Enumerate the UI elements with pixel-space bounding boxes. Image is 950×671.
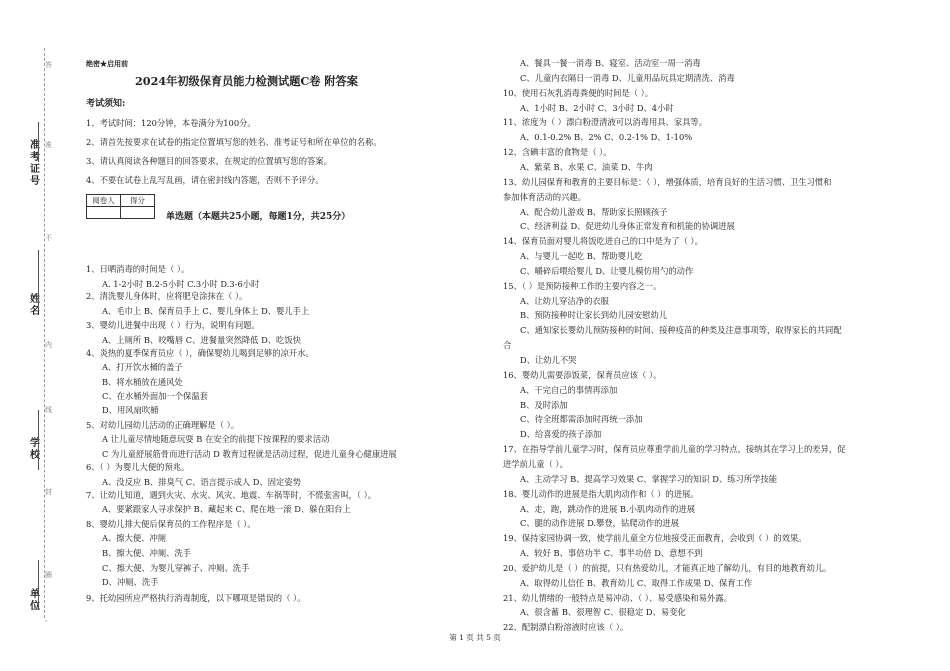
question-text: 5、对幼儿园幼儿活动的正确理解是（ ）。 (86, 420, 240, 430)
margin-mark: 不 (45, 234, 52, 242)
page-footer: 第 1 页 共 5 页 (449, 633, 501, 642)
margin-mark: 准 (45, 141, 52, 149)
margin-mark: 圈 (45, 571, 52, 579)
answer-option: B、擦大便、冲厕、洗手 (102, 548, 192, 558)
answer-option: C、待全班都需添加时再统一添加 (520, 414, 643, 424)
exam-id-line (38, 122, 39, 162)
question-continuation: 参加体育活动的兴趣。 (503, 192, 586, 202)
answer-option: A. 1-2小时 B.2-5小时 C.3小时 D.3-6小时 (102, 279, 260, 289)
question-text: 18、婴儿动作的进展是指大肌肉动作和（ ）的进展。 (503, 489, 699, 499)
question-continuation: 进学前儿童（ ）。 (503, 459, 568, 469)
answer-option: A、打开饮水桶的盖子 (102, 362, 183, 372)
answer-option: D、让幼儿不哭 (520, 355, 577, 365)
question-text: 15、（ ）是预防接种工作的主要内容之一。 (503, 281, 662, 291)
margin-mark: 。 (45, 615, 52, 623)
question-text: 14、保育员面对婴儿将饭吃进自己的口中是为了（ ）。 (503, 236, 703, 246)
answer-option: D、冲厕、洗手 (102, 577, 159, 587)
margin-label-exam-id: 准考证号 (30, 140, 40, 187)
section-title: 单选题（本题共25小题，每题1分，共25分） (166, 212, 351, 222)
school-line (38, 410, 39, 470)
question-text: 8、婴幼儿排大便后保育员的工作程序是（ ）。 (86, 519, 256, 529)
answer-option: A 让儿童尽情地随意玩耍 B 在安全的前提下按课程的要求活动 (102, 434, 330, 444)
answer-option: B、预防接种时让家长到幼儿园安慰幼儿 (520, 310, 668, 320)
answer-option: C、儿童内衣隔日一消毒 D、儿童用品玩具定期清洗、消毒 (520, 73, 735, 83)
question-text: 4、炎热的夏季保育员应（ ），确保婴幼儿喝到足够的凉开水。 (86, 348, 314, 358)
binding-margin (0, 0, 75, 671)
answer-option: A、没反应 B、排臭气 C、语言提示成人 D、固定姿势 (102, 477, 301, 487)
question-text: 10、使用石灰乳消毒粪便的时间是（ ）。 (503, 88, 654, 98)
margin-label-school: 学校 (30, 438, 40, 461)
answer-option: C、嚼碎后喂给婴儿 D、让婴儿模仿用勺的动作 (520, 266, 694, 276)
answer-option: C、擦大便、为婴儿穿裤子、冲厕、洗手 (102, 563, 250, 573)
notice-item: 2、请首先按要求在试卷的指定位置填写您的姓名、准考证号和所在单位的名称。 (86, 137, 382, 147)
question-text: 6、（ ）为婴儿大便的预兆。 (86, 462, 190, 472)
notice-heading: 考试须知: (86, 99, 126, 109)
notice-item: 4、不要在试卷上乱写乱画，请在密封线内答题，否则不予评分。 (86, 175, 324, 185)
margin-label-name: 姓名 (30, 294, 40, 317)
answer-option: A、让幼儿穿洁净的衣服 (520, 296, 609, 306)
answer-option: A、配合幼儿游戏 B、帮助家长照顾孩子 (520, 207, 668, 217)
score-table-score: 得分 (121, 195, 155, 207)
answer-option: A、与婴儿一起吃 B、帮助婴儿吃 (520, 251, 643, 261)
answer-option: B、将水桶放在通风处 (102, 377, 183, 387)
answer-option: A、走，跑，跳动作的进展 B.小肌肉动作的进展 (520, 504, 696, 514)
question-text: 7、让幼儿知道，遇到火灾、水灾、风灾、地震、车祸等时，不慌张害叫，（ ）。 (86, 490, 377, 500)
notice-item: 1、考试时间：120分钟，本卷满分为100分。 (86, 118, 256, 128)
question-text: 9、托幼园所应严格执行消毒制度，以下哪项是错误的（ ）。 (86, 593, 306, 603)
score-cell[interactable] (121, 207, 155, 219)
question-text: 1、日晒消毒的时间是（ ）。 (86, 264, 190, 274)
answer-option: A、较好 B、事倍功半 C、事半功倍 D、意想不到 (520, 548, 703, 558)
answer-option: A、1小时 B、2小时 C、3小时 D、4小时 (520, 103, 674, 113)
score-table-grader: 阅卷人 (87, 195, 121, 207)
answer-option: B、及时添加 (520, 400, 568, 410)
page-title: 2024年初级保育员能力检测试题C卷 附答案 (135, 74, 358, 88)
answer-option: A、餐具一餐一消毒 B、寝室、活动室一周一消毒 (520, 58, 701, 68)
grader-cell[interactable] (87, 207, 121, 219)
answer-option: A、上厕所 B、咬嘴唇 C、进餐量突然降低 D、吃饭快 (102, 335, 301, 345)
margin-mark: 答 (45, 61, 52, 69)
score-table (86, 194, 155, 219)
question-text: 20、爱护幼儿是（ ）的前提，只有热爱幼儿，才能真正地了解幼儿，有目的地教育幼儿。 (503, 563, 832, 573)
question-text: 22、配制漂白粉溶液时应该（ ）。 (503, 622, 629, 632)
answer-option: C、通知家长婴幼儿预防接种的时间、接种疫苗的种类及注意事项等，取得家长的共同配 (520, 325, 842, 335)
margin-mark: 内 (45, 341, 52, 349)
question-text: 3、婴幼儿进餐中出现（ ）行为，说明有问题。 (86, 320, 260, 330)
answer-option: A、0.1-0.2% B、2% C、0.2-1% D、1-10% (520, 132, 693, 142)
unit-line (38, 560, 39, 610)
answer-option: C、在水桶外面加一个保温套 (102, 391, 208, 401)
name-line (38, 250, 39, 310)
answer-option: D、给喜爱的孩子添加 (520, 429, 602, 439)
answer-option: A、要紧跟家人寻求保护 B、藏起来 C、爬在地一滚 D、躲在阳台上 (102, 504, 351, 514)
question-text: 12、含碘丰富的食物是（ ）。 (503, 147, 612, 157)
question-continuation: 合 (503, 340, 512, 350)
margin-label-unit: 单位 (30, 589, 40, 612)
answer-option: C、经济利益 D、促进幼儿身体正常发育和机能的协调进展 (520, 221, 735, 231)
question-text: 11、浓度为（ ）漂白粉澄清液可以消毒用具、家具等。 (503, 117, 708, 127)
question-text: 2、清洗婴儿身体时，应将肥皂涂抹在（ ）。 (86, 291, 248, 301)
question-text: 17、在指导学前儿童学习时，保育员应尊重学前儿童的学习特点，接纳其在学习上的差异，促 (503, 444, 846, 454)
question-text: 19、保持家园协调一致，使学前儿童全方位地接受正面教育，会收到（ ）的效果。 (503, 533, 807, 543)
secret-mark: 绝密★启用前 (86, 59, 128, 68)
answer-option: C 为儿童舒展筋骨而进行活动 D 教育过程就是活动过程，促进儿童身心健康进展 (102, 449, 397, 459)
margin-mark: 线 (45, 406, 52, 414)
question-text: 21、幼儿情绪的一般特点是易冲动、（ ）、易受感染和易外露。 (503, 593, 732, 603)
question-text: 16、婴幼儿需要添饭菜，保育员应该（ ）。 (503, 370, 662, 380)
answer-option: A、毛巾上 B、保育员手上 C、婴儿身体上 D、婴儿手上 (102, 306, 310, 316)
answer-option: A、紫菜 B、水果 C、油菜 D、牛肉 (520, 162, 653, 172)
seal-line (44, 48, 45, 618)
answer-option: A、主动学习 B、提高学习效果 C、掌握学习的知识 D、练习所学技能 (520, 474, 778, 484)
answer-option: D、用风扇吹桶 (102, 405, 159, 415)
question-text: 13、幼儿园保育和教育的主要目标是：（ ），增强体质，培育良好的生活习惯、卫生习惯和 (503, 177, 832, 187)
answer-option: A、取得幼儿信任 B、教育幼儿 C、取得工作成果 D、保育工作 (520, 578, 753, 588)
answer-option: A、干完自己的事情再添加 (520, 385, 618, 395)
notice-item: 3、请认真阅读各种题目的回答要求，在规定的位置填写您的答案。 (86, 156, 332, 166)
answer-option: A、擦大便、冲厕 (102, 533, 167, 543)
answer-option: A、很含蓄 B、很理智 C、很稳定 D、易变化 (520, 607, 686, 617)
margin-mark: 封 (45, 488, 52, 496)
answer-option: C、腿的动作进展 D.攀登，钻爬动作的进展 (520, 518, 680, 528)
